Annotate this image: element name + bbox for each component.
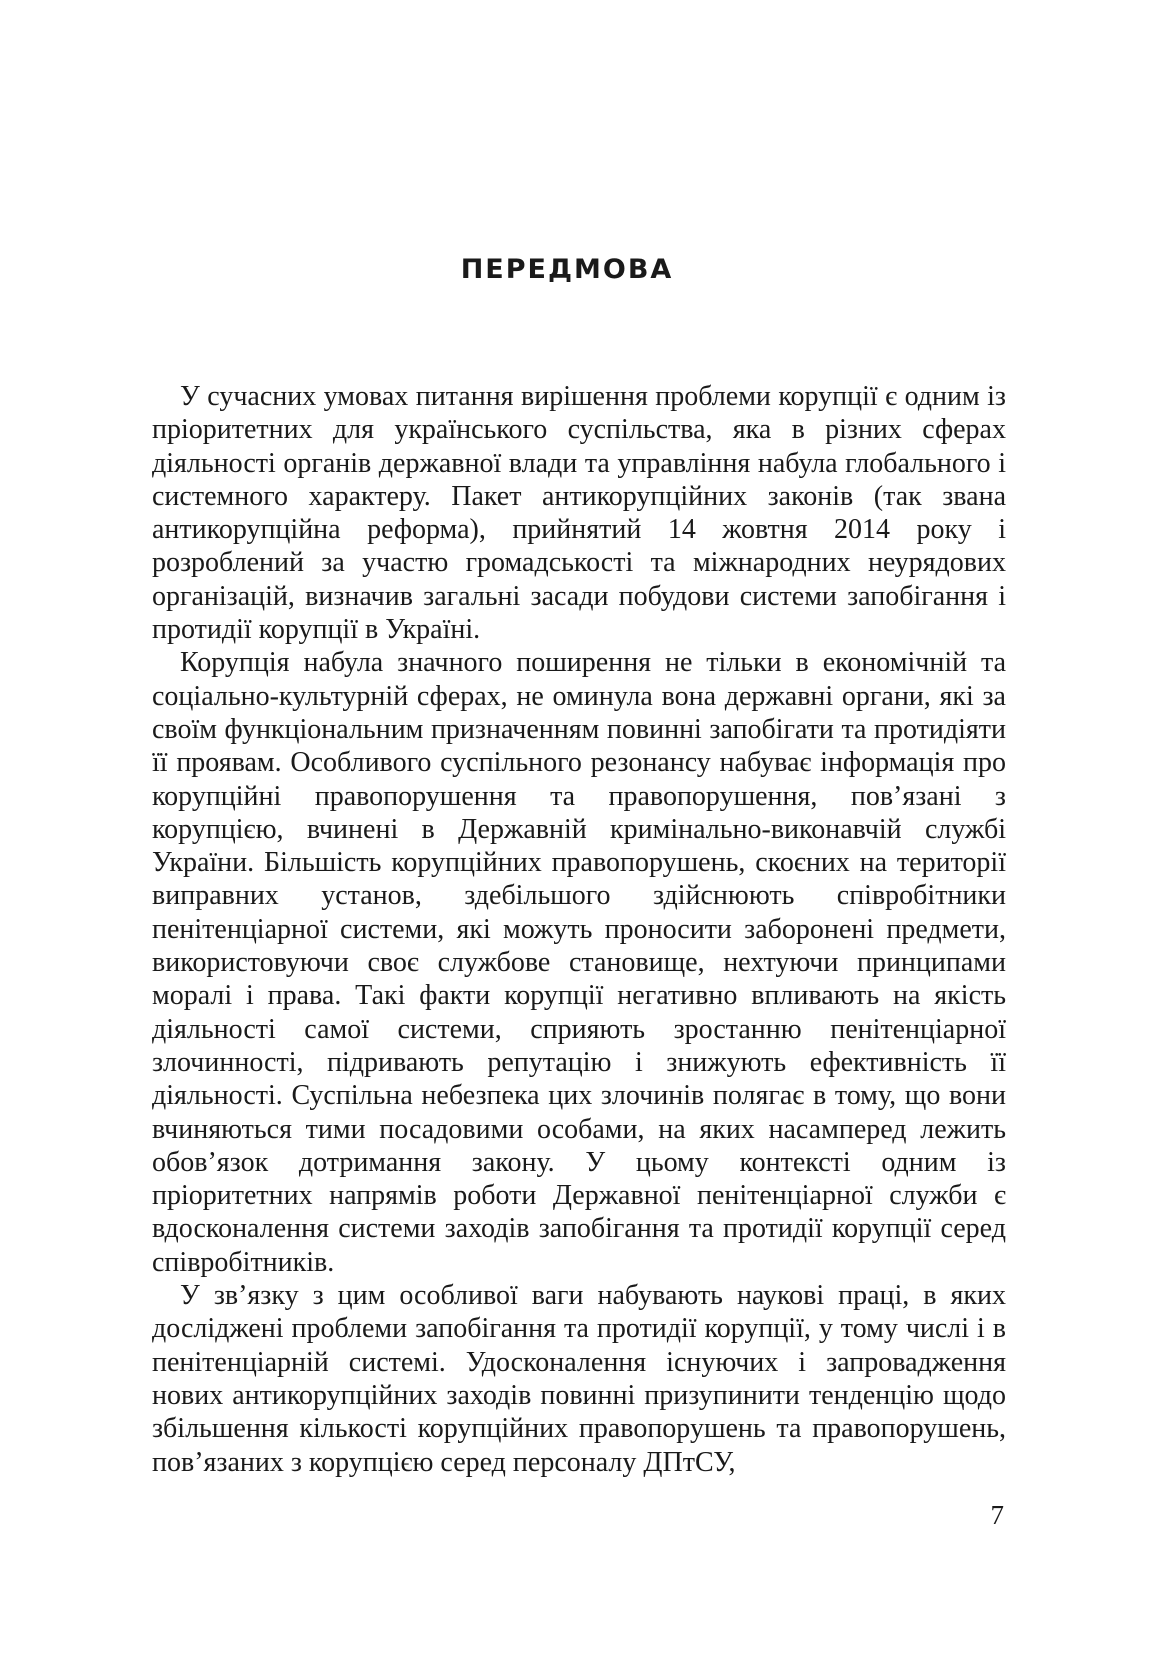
paragraph-2: Корупція набула значного поширення не тільки в економічній та соціально-культурній сферах, не оминула вона державні органи, які за своїм функціональним призначенням повинні запобігати та протидіяти її проявам. Особливого суспільного резонансу набуває інформація про корупційні правопорушення та правопорушення, пов’язані з корупцією, вчинені в Державній кримінально-виконавчій службі України. Більшість корупційних правопорушень, скоєних на території виправних установ, здебільшого здійснюють співробітники пенітенціарної системи, які можуть проносити заборонені предмети, використовуючи своє службове становище, нехтуючи принципами моралі і права. Такі факти корупції негативно впливають на якість діяльності самої системи, сприяють зростанню пенітенціарної злочинності, підривають репутацію і знижують ефективність її діяльності. Суспільна небезпека цих злочинів полягає в тому, що вони вчиняються тими посадовими особами, на яких насамперед лежить обов’язок дотримання закону. У цьому контексті одним із пріоритетних напрямів роботи Державної пенітенціарної служби є вдосконалення системи заходів запобігання та протидії корупції серед співробітників. <box>152 647 1006 1278</box>
body-text <box>152 380 1006 1479</box>
page-number: 7 <box>990 1500 1004 1530</box>
paragraph-3: У зв’язку з цим особливої ваги набувають наукові праці, в яких досліджені проблеми запобігання та протидії корупції, у тому числі і в пенітенціарній системі. Удосконалення існуючих і запровадження нових антикорупційних заходів повинні призупинити тенденцію щодо збільшення кількості корупційних правопорушень та правопорушень, пов’язаних з корупцією серед персоналу ДПтСУ, <box>152 1280 1006 1478</box>
page-title: ПЕРЕДМОВА <box>460 254 674 285</box>
paragraph-1: У сучасних умовах питання вирішення проблеми корупції є одним із пріоритетних для українського суспільства, яка в різних сферах діяльності органів державної влади та управління набула глобального і системного характеру. Пакет антикорупційних законів (так звана антикорупційна реформа), прийнятий 14 жовтня 2014 року і розроблений за участю громадськості та міжнародних неурядових організацій, визначив загальні засади побудови системи запобігання і протидії корупції в Україні. <box>152 381 1006 646</box>
